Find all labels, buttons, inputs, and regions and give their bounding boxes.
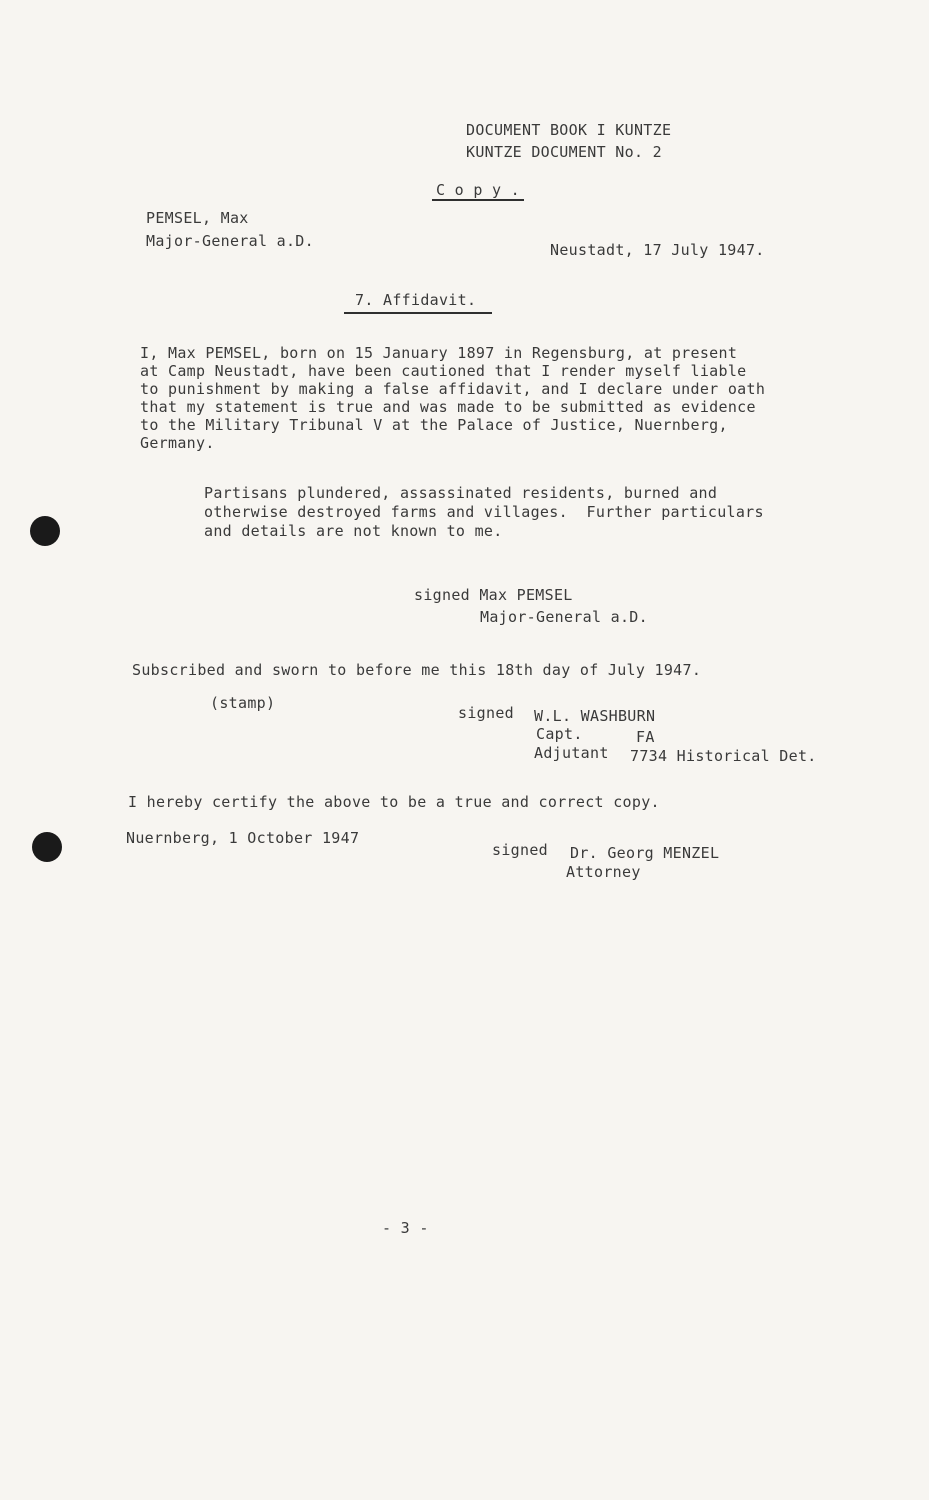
statement-line: otherwise destroyed farms and villages. Further particulars [204,503,764,521]
officer-unit: FA [636,728,655,746]
document-title: 7. Affidavit. [355,291,477,309]
statement-line: Partisans plundered, assassinated residents, burned and [204,484,718,502]
punch-hole [30,516,60,546]
stamp-note: (stamp) [210,694,276,712]
attorney-name: Dr. Georg MENZEL [570,844,720,862]
copy-label: C o p y . [436,181,520,199]
certification-place-date: Nuernberg, 1 October 1947 [126,829,360,847]
page-number: - 3 - [382,1219,429,1237]
author-rank: Major-General a.D. [146,232,314,250]
author-name: PEMSEL, Max [146,209,249,227]
officer-detachment: 7734 Historical Det. [630,747,817,765]
signed-label: signed [458,704,514,722]
intro-line: that my statement is true and was made to be submitted as evidence [140,398,756,416]
header-line-1: DOCUMENT BOOK I KUNTZE [466,121,672,139]
intro-line: I, Max PEMSEL, born on 15 January 1897 in Regensburg, at present [140,344,738,362]
officer-rank: Capt. [536,725,583,743]
title-underline [344,312,492,314]
attorney-role: Attorney [566,863,641,881]
statement-line: and details are not known to me. [204,522,503,540]
signature-signed-line: signed Max PEMSEL [414,586,573,604]
certification-statement: I hereby certify the above to be a true and correct copy. [128,793,660,811]
officer-name: W.L. WASHBURN [534,707,656,725]
intro-line: to punishment by making a false affidavit, and I declare under oath [140,380,766,398]
intro-line: to the Military Tribunal V at the Palace of Justice, Nuernberg, [140,416,728,434]
punch-hole [32,832,62,862]
signature-rank: Major-General a.D. [480,608,648,626]
intro-line: Germany. [140,434,215,452]
place-date: Neustadt, 17 July 1947. [550,241,765,259]
officer-role: Adjutant [534,744,609,762]
copy-underline [432,199,524,201]
signed-label: signed [492,841,548,859]
sworn-statement: Subscribed and sworn to before me this 18th day of July 1947. [132,661,702,679]
intro-line: at Camp Neustadt, have been cautioned that I render myself liable [140,362,747,380]
header-line-2: KUNTZE DOCUMENT No. 2 [466,143,662,161]
